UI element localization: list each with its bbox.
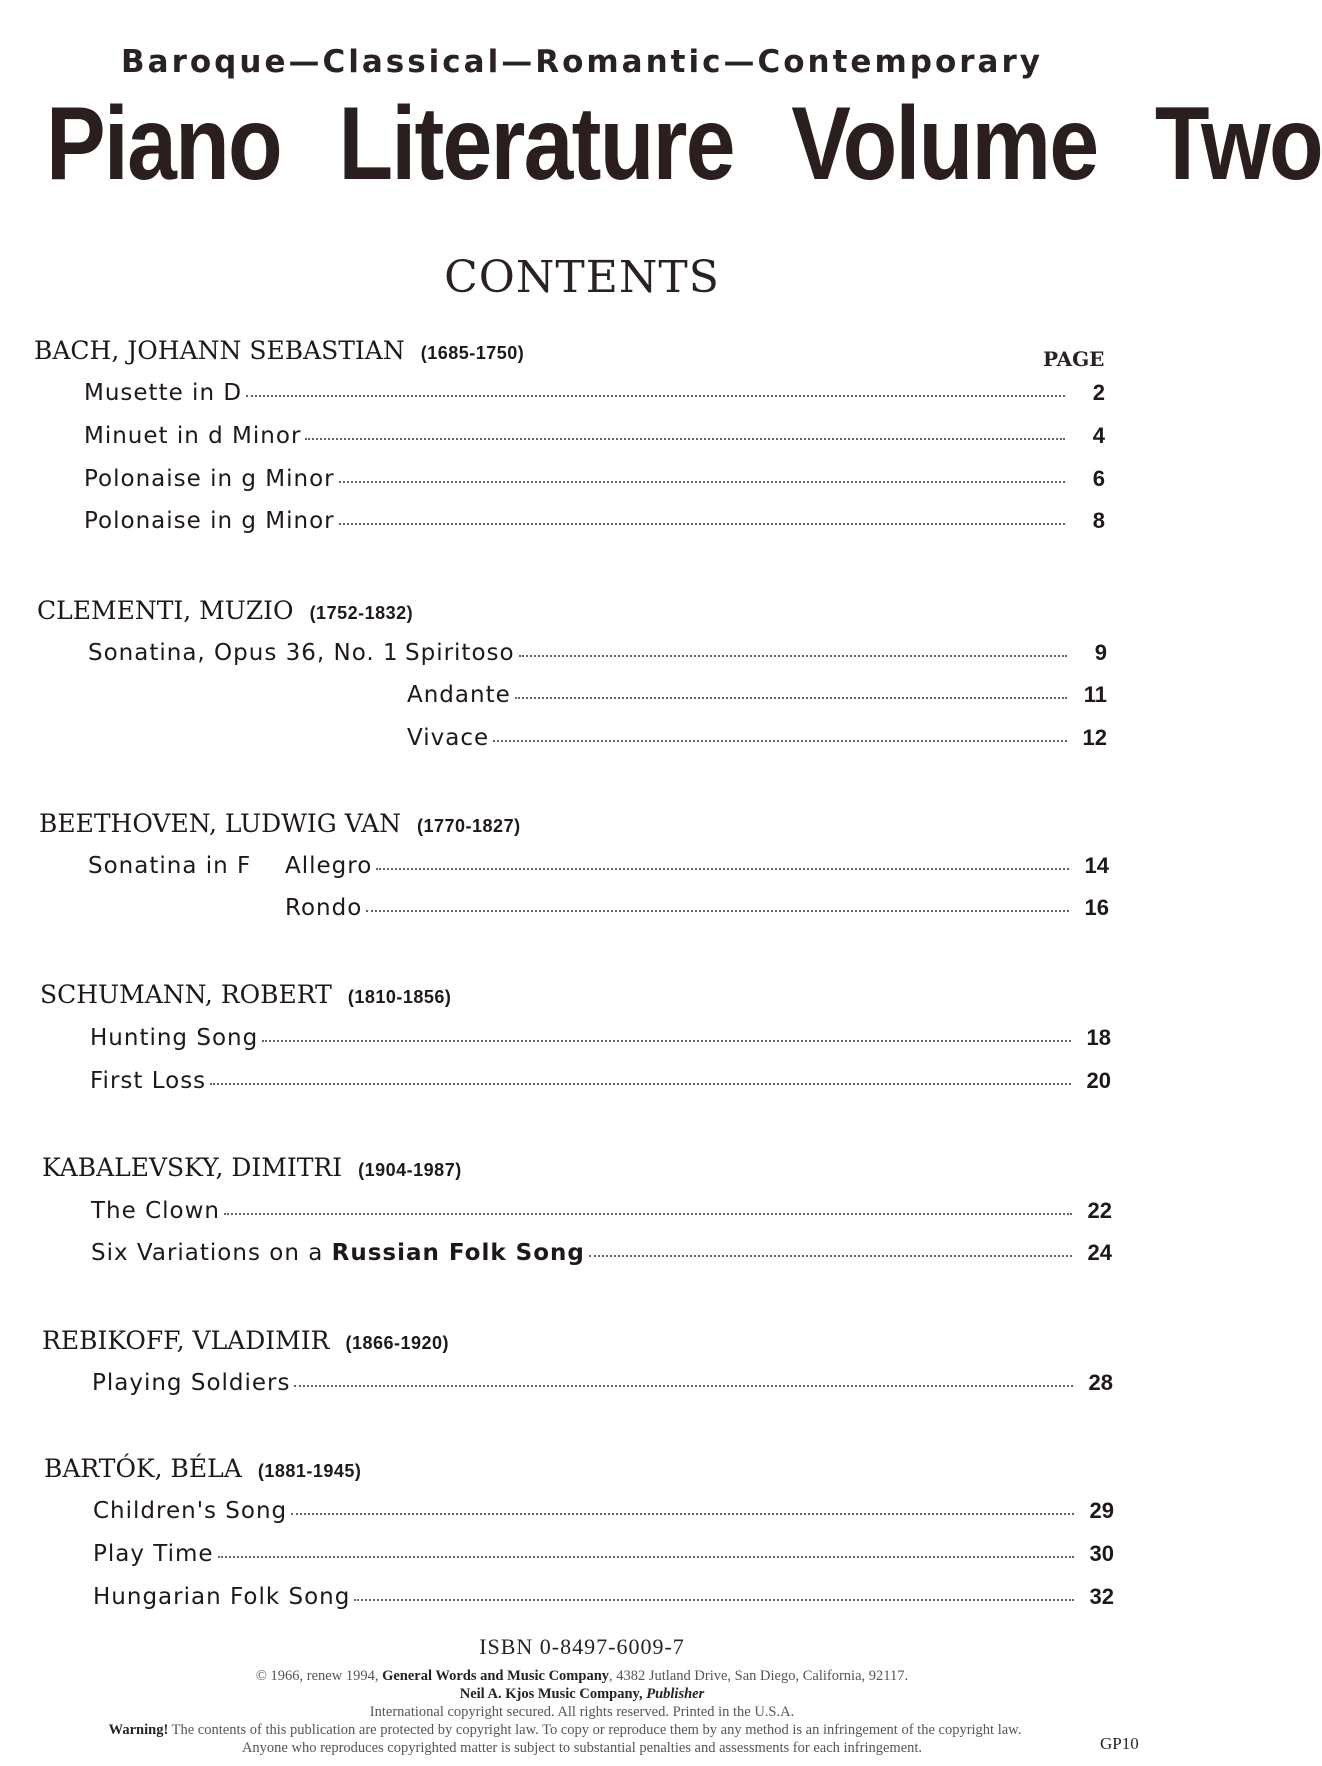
work-title: Play Time: [93, 1541, 214, 1567]
publisher-line: [0, 1686, 1164, 1703]
toc-entry[interactable]: [93, 1584, 1114, 1614]
page-number: 2: [1092, 380, 1105, 405]
dot-leader: [376, 868, 1069, 870]
work-title-part: Six Variations on a: [91, 1240, 324, 1266]
composer-name: BARTÓK, BÉLA: [44, 1454, 242, 1483]
toc-entry[interactable]: [93, 1498, 1114, 1528]
page-number: 8: [1092, 508, 1105, 533]
toc-entry[interactable]: [407, 725, 1107, 755]
page-number: 6: [1092, 466, 1105, 491]
page-number: 4: [1092, 423, 1105, 448]
toc-entry[interactable]: [84, 508, 1105, 538]
composer-dates: (1685-1750): [420, 343, 525, 363]
page-number: 16: [1084, 895, 1109, 920]
work-title: Polonaise in g Minor: [84, 508, 335, 534]
page-number: 30: [1089, 1541, 1114, 1566]
page-column-label: PAGE: [1043, 347, 1105, 371]
composer-heading-rebikoff: [42, 1326, 449, 1355]
dot-leader: [305, 438, 1065, 440]
warning-text: The contents of this publication are protected by copyright law. To copy or reproduce them by any method is an infringement of the copyright law.: [168, 1722, 1022, 1738]
dot-leader: [366, 910, 1069, 912]
composer-dates: (1752-1832): [309, 603, 414, 623]
composer-name: REBIKOFF, VLADIMIR: [42, 1326, 330, 1355]
page-number: 14: [1084, 853, 1109, 878]
publisher-label: Publisher: [646, 1686, 705, 1702]
work-title: Musette in D: [84, 380, 243, 406]
page-number: 11: [1083, 682, 1107, 707]
composer-dates: (1866-1920): [345, 1333, 450, 1353]
catalog-code: GP10: [1100, 1734, 1139, 1753]
isbn: ISBN 0-8497-6009-7: [479, 1634, 685, 1659]
composer-name: SCHUMANN, ROBERT: [40, 980, 332, 1009]
dot-leader: [291, 1513, 1074, 1515]
page-number: 24: [1087, 1240, 1112, 1265]
composer-heading-schumann: [40, 980, 451, 1009]
dot-leader: [515, 697, 1067, 699]
work-prefix: Sonatina in F: [88, 853, 252, 879]
copyright-address: , 4382 Jutland Drive, San Diego, California, 92117.: [609, 1668, 909, 1684]
page-number: 20: [1086, 1068, 1111, 1093]
page-number: 22: [1087, 1198, 1112, 1223]
composer-dates: (1904-1987): [358, 1160, 462, 1180]
page-number: 32: [1089, 1584, 1114, 1609]
toc-entry[interactable]: [90, 1025, 1111, 1055]
toc-entry[interactable]: [285, 853, 1109, 883]
toc-entry[interactable]: [90, 1068, 1111, 1098]
work-title: Vivace: [407, 725, 490, 751]
work-title: Minuet in d Minor: [84, 423, 302, 449]
warning-label: Warning!: [108, 1722, 169, 1738]
dot-leader: [224, 1213, 1072, 1215]
composer-heading-bach: [34, 336, 524, 365]
composer-heading-kabalevsky: [42, 1153, 462, 1182]
composer-heading-clementi: [37, 596, 413, 625]
page-number: 18: [1086, 1025, 1111, 1050]
work-title: Playing Soldiers: [92, 1370, 291, 1396]
work-title-part-bold: Russian Folk Song: [331, 1240, 585, 1266]
toc-entry[interactable]: [91, 1240, 1112, 1270]
copyright-prefix: © 1966, renew 1994,: [255, 1668, 383, 1684]
work-title: Rondo: [285, 895, 363, 921]
composer-name: CLEMENTI, MUZIO: [37, 596, 294, 625]
page-number: 29: [1089, 1498, 1114, 1523]
dot-leader: [339, 481, 1065, 483]
composer-heading-bartok: [44, 1454, 361, 1483]
dot-leader: [493, 740, 1067, 742]
dot-leader: [210, 1083, 1071, 1085]
work-title: First Loss: [90, 1068, 207, 1094]
book-title: Piano Literature Volume Two: [46, 86, 1322, 202]
eras-subtitle: Baroque—Classical—Romantic—Contemporary: [121, 44, 1043, 80]
page-number: 28: [1088, 1370, 1113, 1395]
dot-leader: [246, 395, 1065, 397]
work-prefix: Sonatina, Opus 36, No. 1: [88, 640, 399, 666]
toc-entry[interactable]: [285, 895, 1109, 925]
contents-heading: CONTENTS: [444, 252, 720, 303]
composer-name: BACH, JOHANN SEBASTIAN: [34, 336, 405, 365]
page-number: 9: [1094, 640, 1107, 665]
composer-dates: (1770-1827): [417, 816, 521, 836]
warning-line: [10, 1722, 1120, 1739]
copyright-line: [0, 1668, 1164, 1685]
toc-entry[interactable]: [84, 380, 1105, 410]
toc-entry[interactable]: [84, 466, 1105, 496]
work-title: Children's Song: [93, 1498, 288, 1524]
toc-entry[interactable]: [84, 423, 1105, 453]
rights-line: International copyright secured. All rights reserved. Printed in the U.S.A.: [369, 1704, 795, 1720]
dot-leader: [218, 1556, 1074, 1558]
dot-leader: [262, 1040, 1071, 1042]
copyright-company: General Words and Music Company: [382, 1668, 610, 1684]
dot-leader: [294, 1385, 1073, 1387]
work-title: The Clown: [91, 1198, 220, 1224]
work-title: Polonaise in g Minor: [84, 466, 335, 492]
work-title: Spiritoso: [405, 640, 515, 666]
composer-dates: (1810-1856): [347, 987, 452, 1007]
toc-entry[interactable]: [407, 682, 1107, 712]
work-title: Andante: [407, 682, 511, 708]
composer-dates: (1881-1945): [257, 1461, 362, 1481]
toc-entry[interactable]: [91, 1198, 1112, 1228]
dot-leader: [589, 1255, 1072, 1257]
work-title: Hungarian Folk Song: [93, 1584, 351, 1610]
toc-entry[interactable]: [405, 640, 1107, 670]
page-number: 12: [1082, 725, 1107, 750]
work-title: Hunting Song: [90, 1025, 259, 1051]
composer-name: BEETHOVEN, LUDWIG VAN: [39, 809, 401, 838]
dot-leader: [519, 655, 1067, 657]
toc-entry[interactable]: [92, 1370, 1113, 1400]
penalty-line: Anyone who reproduces copyrighted matter is subject to substantial penalties and assessments for each infringement.: [241, 1740, 923, 1756]
work-title: Allegro: [285, 853, 373, 879]
composer-heading-beethoven: [39, 809, 521, 838]
publisher-name: Neil A. Kjos Music Company,: [459, 1686, 647, 1702]
composer-name: KABALEVSKY, DIMITRI: [42, 1153, 343, 1182]
work-title: [91, 1240, 585, 1266]
toc-entry[interactable]: [93, 1541, 1114, 1571]
dot-leader: [354, 1599, 1074, 1601]
dot-leader: [339, 523, 1065, 525]
